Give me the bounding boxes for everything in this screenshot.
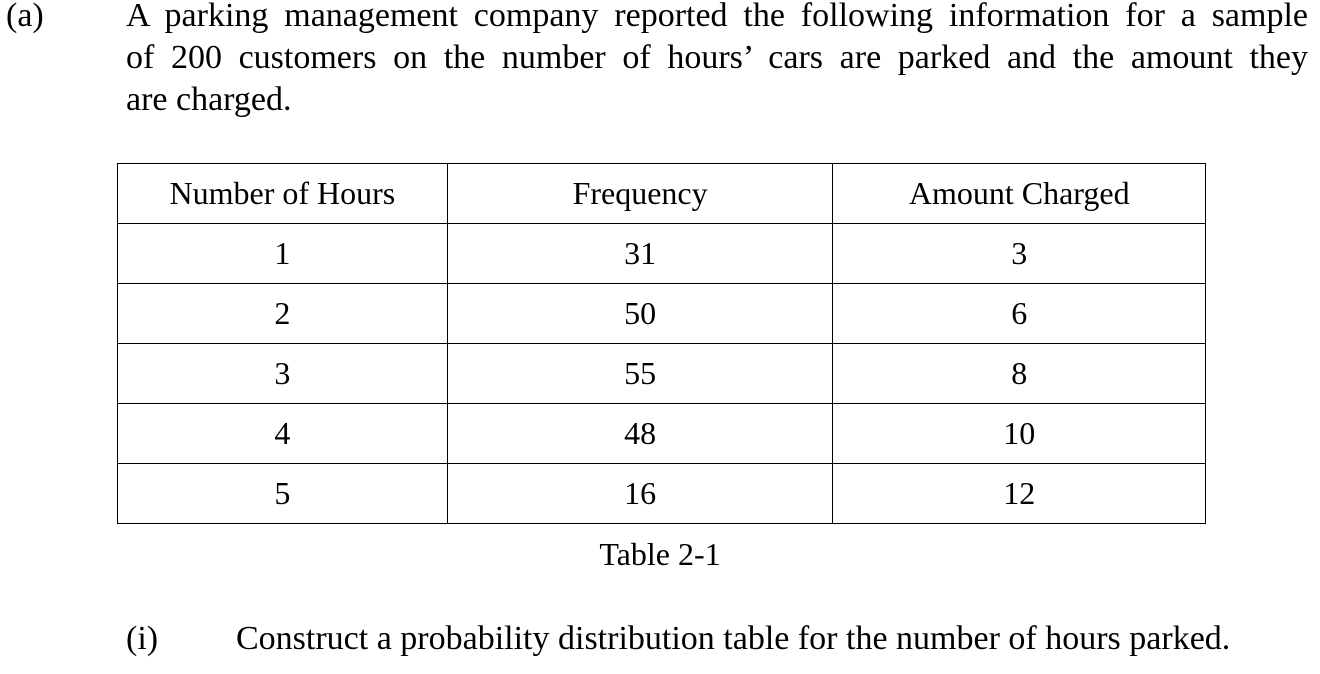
cell-amount: 6 bbox=[833, 284, 1206, 344]
question-text bbox=[126, 0, 1308, 121]
cell-hours: 1 bbox=[118, 224, 448, 284]
data-table bbox=[117, 163, 1206, 524]
column-header-frequency: Frequency bbox=[447, 164, 833, 224]
cell-hours: 2 bbox=[118, 284, 448, 344]
cell-frequency: 50 bbox=[447, 284, 833, 344]
cell-hours: 3 bbox=[118, 344, 448, 404]
cell-frequency: 48 bbox=[447, 404, 833, 464]
question-line: A parking management company reported the following information for a sample bbox=[126, 0, 1308, 34]
cell-hours: 4 bbox=[118, 404, 448, 464]
table-header-row bbox=[118, 164, 1206, 224]
question-line: are charged. bbox=[126, 81, 292, 118]
column-header-hours: Number of Hours bbox=[118, 164, 448, 224]
cell-amount: 12 bbox=[833, 464, 1206, 524]
table-row bbox=[118, 464, 1206, 524]
cell-amount: 10 bbox=[833, 404, 1206, 464]
subquestion-text: Construct a probability distribution table for the number of hours parked. bbox=[236, 620, 1231, 657]
cell-frequency: 16 bbox=[447, 464, 833, 524]
table-row bbox=[118, 404, 1206, 464]
cell-hours: 5 bbox=[118, 464, 448, 524]
question-line: of 200 customers on the number of hours’ cars are parked and the amount they bbox=[126, 39, 1308, 76]
cell-amount: 8 bbox=[833, 344, 1206, 404]
cell-frequency: 31 bbox=[447, 224, 833, 284]
cell-frequency: 55 bbox=[447, 344, 833, 404]
table-row bbox=[118, 284, 1206, 344]
column-header-amount: Amount Charged bbox=[833, 164, 1206, 224]
cell-amount: 3 bbox=[833, 224, 1206, 284]
table-caption: Table 2-1 bbox=[599, 536, 721, 572]
question-label: (a) bbox=[6, 0, 44, 34]
subquestion-label: (i) bbox=[126, 620, 159, 657]
table-row bbox=[118, 344, 1206, 404]
table-row bbox=[118, 224, 1206, 284]
